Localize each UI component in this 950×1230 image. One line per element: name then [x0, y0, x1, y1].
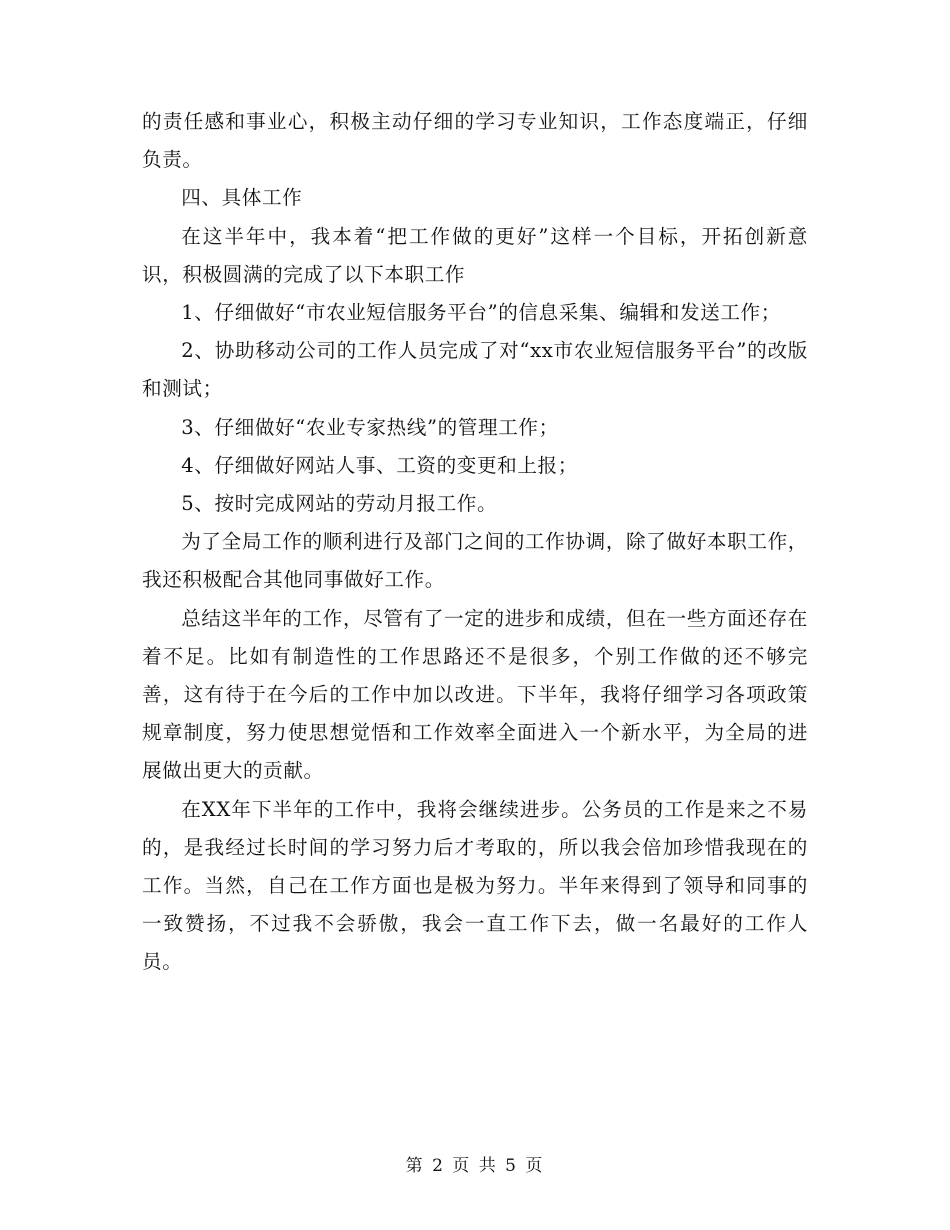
list-item: 1、仔细做好“市农业短信服务平台”的信息采集、编辑和发送工作；	[181, 301, 781, 325]
paragraph: 为了全局工作的顺利进行及部门之间的工作协调，除了做好本职工作，我还积极配合其他同事做好工作。	[142, 530, 808, 592]
list-item: 4、仔细做好网站人事、工资的变更和上报；	[181, 453, 578, 477]
list-item: 2、协助移动公司的工作人员完成了对“xx市农业短信服务平台”的改版和测试；	[142, 339, 808, 401]
paragraph: 的责任感和事业心，积极主动仔细的学习专业知识，工作态度端正，仔细负责。	[142, 110, 808, 172]
paragraph: 在这半年中，我本着“把工作做的更好”这样一个目标，开拓创新意识，积极圆满的完成了以下本职工作	[142, 224, 808, 286]
section-heading: 四、具体工作	[181, 186, 303, 210]
list-item: 3、仔细做好“农业专家热线”的管理工作；	[181, 415, 559, 439]
document-body	[142, 103, 808, 982]
page-number-footer: 第 2 页 共 5 页	[405, 1156, 545, 1176]
list-item: 5、按时完成网站的劳动月报工作。	[181, 492, 498, 516]
paragraph: 总结这半年的工作，尽管有了一定的进步和成绩，但在一些方面还存在着不足。比如有制造性的工作思路还不是很多，个别工作做的还不够完善，这有待于在今后的工作中加以改进。下半年，我将仔细学习各项政策规章制度，努力使思想觉悟和工作效率全面进入一个新水平，为全局的进展做出更大的贡献。	[142, 606, 808, 783]
paragraph: 在XX年下半年的工作中，我将会继续进步。公务员的工作是来之不易的，是我经过长时间的学习努力后才考取的，所以我会倍加珍惜我现在的工作。当然，自己在工作方面也是极为努力。半年来得到了领导和同事的一致赞扬，不过我不会骄傲，我会一直工作下去，做一名最好的工作人员。	[142, 797, 808, 974]
